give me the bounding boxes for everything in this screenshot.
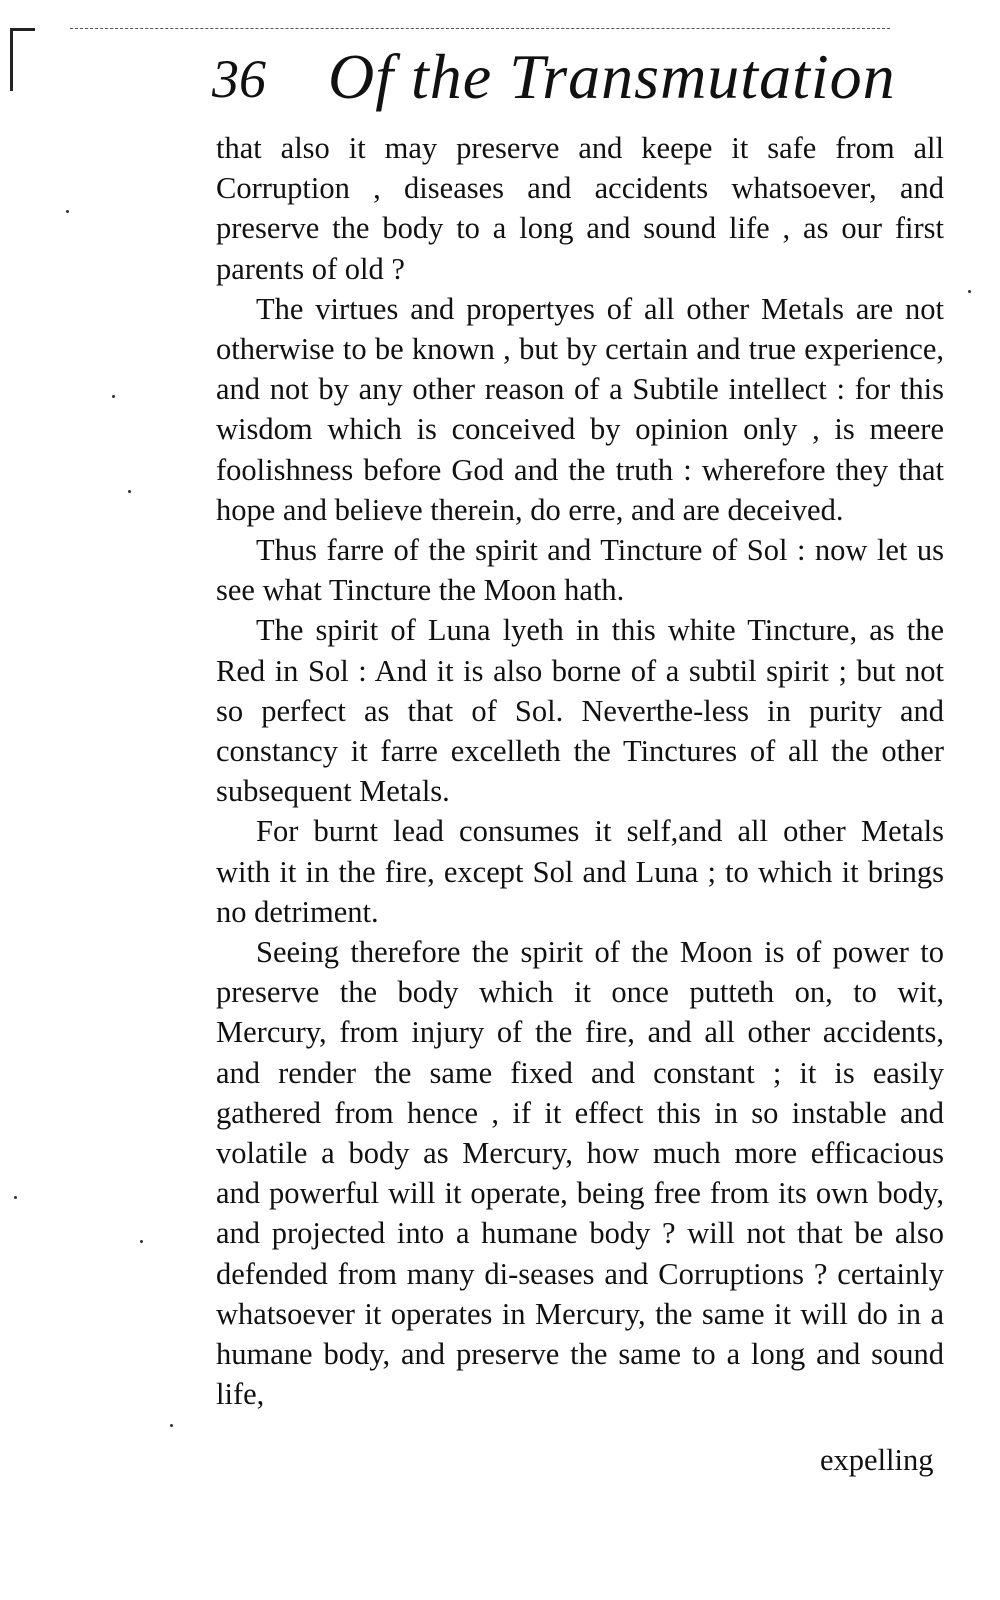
ink-speck	[140, 1240, 143, 1243]
paragraph: For burnt lead consumes it self,and all other Metals with it in the fire, except Sol and Luna ; to which it brings no detriment.	[216, 814, 944, 929]
ink-speck	[112, 395, 115, 398]
ink-speck	[128, 490, 131, 493]
ink-speck	[14, 1196, 17, 1199]
running-title: Of the Transmutation	[328, 41, 896, 112]
paragraph: Seeing therefore the spirit of the Moon is of power to preserve the body which it once putteth on, to wit, Mercury, from injury of the fire, and all other accidents, and render the same fixed and constant ; it is easily gathered from hence , if it effect this in so instable and volatile a body as Mercury, how much more efficacious and powerful will it operate, being free from its own body, and projected into a humane body ? will not that be also defended from many di-seases and Corruptions ? certainly whatsoever it operates in Mercury, the same it will do in a humane body, and preserve the same to a long and sound life,	[216, 935, 944, 1412]
paragraph: Thus farre of the spirit and Tincture of Sol : now let us see what Tincture the Moon hath.	[216, 533, 944, 608]
body-text	[216, 128, 944, 1415]
top-edge-rule	[70, 28, 890, 29]
ink-speck	[968, 290, 971, 293]
page-number: 36	[212, 49, 266, 109]
catchword: expelling	[820, 1443, 934, 1477]
paragraph: The virtues and propertyes of all other Metals are not otherwise to be known , but by certain and true experience, and not by any other reason of a Subtile intellect : for this wisdom which is conceived by opinion only , is meere foolishness before God and the truth : wherefore they that hope and believe therein, do erre, and are deceived.	[216, 291, 944, 527]
paragraph-continuation: that also it may preserve and keepe it safe from all Corruption , diseases and accidents whatsoever, and preserve the body to a long and sound life , as our first parents of old ?	[216, 131, 944, 286]
ink-speck	[66, 210, 69, 213]
paragraph: The spirit of Luna lyeth in this white Tincture, as the Red in Sol : And it is also borne of a subtil spirit ; but not so perfect as that of Sol. Neverthe-less in purity and constancy it farre excelleth the Tinctures of all the other subsequent Metals.	[216, 613, 944, 809]
page-corner-mark	[10, 28, 35, 91]
ink-speck	[170, 1424, 173, 1427]
page-header	[212, 40, 952, 120]
